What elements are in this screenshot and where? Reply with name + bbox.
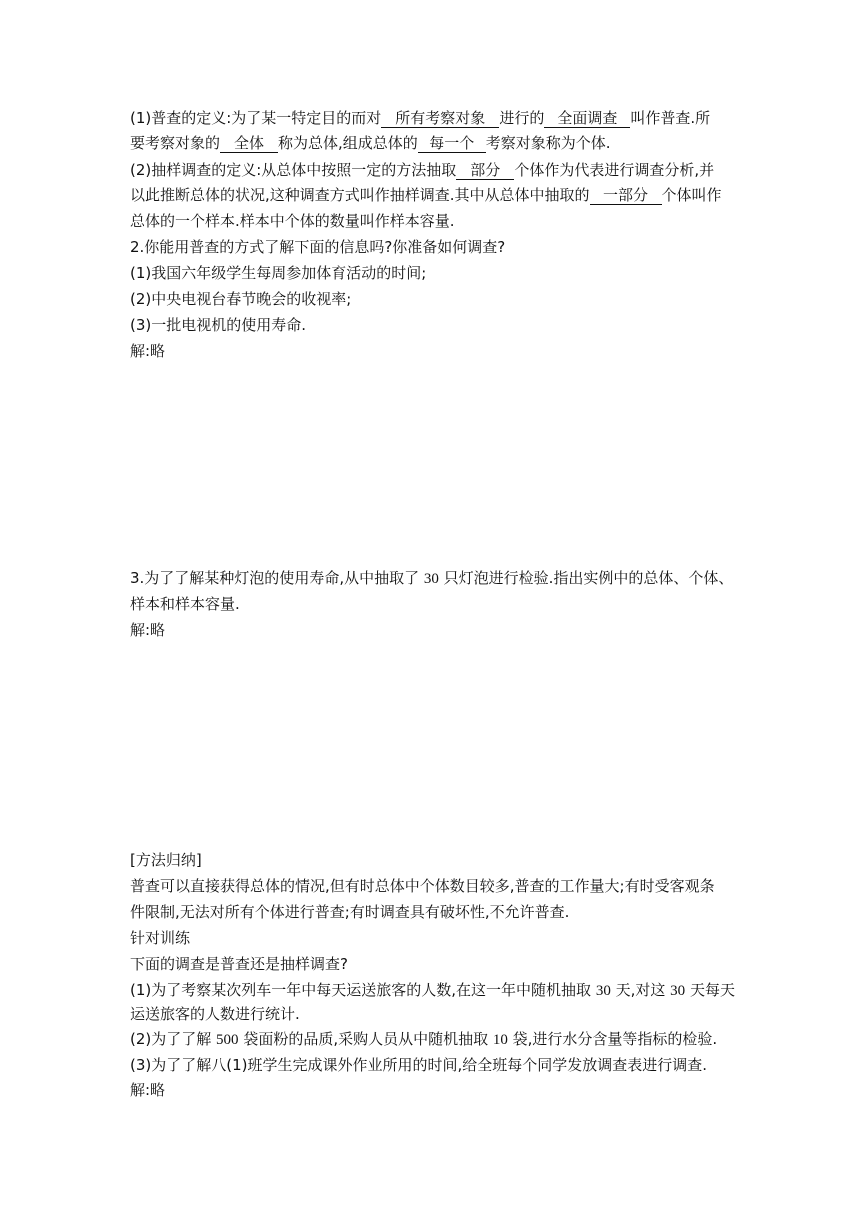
- question-2-item-1: (1)我国六年级学生每周参加体育活动的时间;: [130, 264, 427, 282]
- sampling-definition-line-2: [130, 185, 740, 205]
- number: 500: [216, 1032, 239, 1048]
- question-2-answer: 解:略: [130, 342, 166, 360]
- practice-intro: 下面的调查是普查还是抽样调查?: [130, 955, 348, 973]
- question-2-item-3: (3)一批电视机的使用寿命.: [130, 316, 307, 334]
- number: 30: [670, 983, 686, 999]
- answer-blank-full-survey: 全面调查: [544, 109, 630, 128]
- text: 要考察对象的: [130, 134, 221, 152]
- question-3-answer: 解:略: [130, 621, 166, 639]
- text: (2)抽样调查的定义:从总体中按照一定的方法抽取: [130, 161, 457, 179]
- text: 称为总体,组成总体的: [278, 134, 418, 152]
- practice-item-3: (3)为了了解八(1)班学生完成课外作业所用的时间,给全班每个同学发放调查表进行调查.: [130, 1056, 708, 1074]
- text: 只灯泡进行检验.指出实例中的总体、个体、: [443, 569, 734, 587]
- text: 天,对这: [615, 981, 666, 999]
- question-3-line-2: 样本和样本容量.: [130, 595, 240, 613]
- text: 叫作普查.所: [630, 109, 711, 127]
- question-2-item-2: (2)中央电视台春节晚会的收视率;: [130, 290, 352, 308]
- text: 3.为了了解某种灯泡的使用寿命,从中抽取了: [130, 569, 420, 587]
- text: 个体作为代表进行调查分析,并: [514, 161, 715, 179]
- practice-answer: 解:略: [130, 1081, 166, 1099]
- sampling-definition-line-3: 总体的一个样本.样本中个体的数量叫作样本容量.: [130, 212, 455, 230]
- census-definition-line-2: [130, 133, 740, 153]
- method-summary-heading: [方法归纳]: [130, 851, 202, 869]
- answer-blank-part: 部分: [456, 161, 514, 180]
- census-definition-line-1: [130, 108, 740, 128]
- text: 以此推断总体的状况,这种调查方式叫作抽样调查.其中从总体中抽取的: [130, 186, 590, 204]
- practice-item-1-line-1: [130, 980, 740, 1001]
- practice-item-1-line-2: 运送旅客的人数进行统计.: [130, 1005, 300, 1023]
- text: 天每天: [689, 981, 735, 999]
- answer-blank-all-objects: 所有考察对象: [381, 109, 499, 128]
- text: 进行的: [499, 109, 545, 127]
- text: (2)为了了解: [130, 1030, 212, 1048]
- question-3-line-1: [130, 568, 740, 589]
- practice-heading: 针对训练: [130, 929, 191, 947]
- text: 考察对象称为个体.: [485, 134, 611, 152]
- answer-blank-whole: 全体: [220, 134, 278, 153]
- text: (1)普查的定义:为了某一特定目的而对: [130, 109, 382, 127]
- method-summary-line-1: 普查可以直接获得总体的情况,但有时总体中个体数目较多,普查的工作量大;有时受客观条: [130, 877, 715, 895]
- number: 30: [423, 571, 439, 587]
- text: 袋,进行水分含量等指标的检验.: [512, 1030, 718, 1048]
- number: 30: [595, 983, 611, 999]
- text: (1)为了考察某次列车一年中每天运送旅客的人数,在这一年中随机抽取: [130, 981, 592, 999]
- answer-blank-a-part: 一部分: [590, 186, 662, 205]
- text: 个体叫作: [661, 186, 722, 204]
- practice-item-2: [130, 1029, 740, 1050]
- answer-blank-each: 每一个: [418, 134, 486, 153]
- number: 10: [492, 1032, 508, 1048]
- question-2-title: 2.你能用普查的方式了解下面的信息吗?你准备如何调查?: [130, 238, 506, 256]
- method-summary-line-2: 件限制,无法对所有个体进行普查;有时调查具有破坏性,不允许普查.: [130, 903, 570, 921]
- text: 袋面粉的品质,采购人员从中随机抽取: [243, 1030, 489, 1048]
- sampling-definition-line-1: [130, 160, 740, 180]
